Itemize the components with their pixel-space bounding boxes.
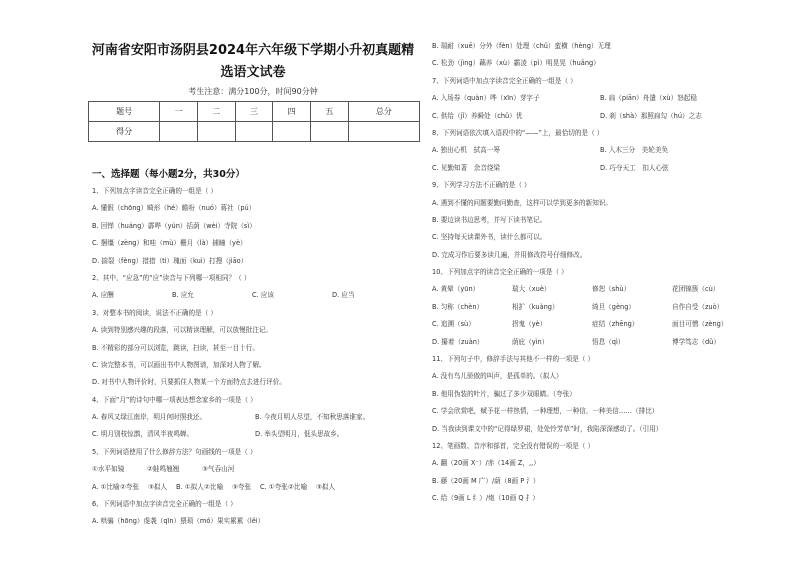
exam-notice: 考生注意：满分100分，时间90分钟 bbox=[188, 87, 318, 96]
question-option: B. 匀称（chèn） bbox=[432, 302, 484, 311]
question-text: A. 翻（20画 X⁻）/赤（14画 Z，,,） bbox=[432, 459, 540, 468]
question-option: 相扩（kuàng） bbox=[512, 302, 559, 311]
question-option: 荫庇（yìn） bbox=[512, 337, 549, 346]
question-line bbox=[92, 253, 422, 270]
question-line bbox=[432, 229, 772, 246]
question-text: 3、对整本书的阅读，说法不正确的是（ ） bbox=[92, 308, 217, 317]
question-line bbox=[432, 368, 772, 385]
question-text: D. 当我读到课文中的“记得绿罗裙，处处怜芳草”时，我陷深深感动了。（引用） bbox=[432, 424, 663, 433]
question-text: A. 没有鸟儿骄傲的叫声，是孤单的。（拟人） bbox=[432, 372, 563, 381]
question-text: 5、下列词语使用了什么修辞方法？句画线的一项是（ ） bbox=[92, 447, 257, 456]
question-text: C. 读完整本书，可以画出书中人物图谱，加深对人物了解。 bbox=[92, 360, 266, 369]
question-option: C. ①夸张 bbox=[260, 482, 288, 491]
question-line bbox=[92, 235, 422, 252]
question-line bbox=[432, 38, 772, 55]
question-option: A. 应酬 bbox=[92, 291, 114, 300]
question-line bbox=[432, 177, 772, 194]
question-line bbox=[92, 322, 422, 339]
question-line bbox=[92, 496, 422, 513]
question-text: A. 哄骗（hōng）虔袭（qīn）猥琐（mó）果实累累（lěi） bbox=[92, 517, 265, 526]
question-line bbox=[432, 195, 772, 212]
question-line bbox=[92, 374, 422, 391]
question-text: A. 遇到不懂的问题要勤问勤查，这样可以学到更多的新知识。 bbox=[432, 198, 613, 207]
question-option: ②比喻 bbox=[204, 482, 224, 491]
score-header-cell: 四 bbox=[273, 102, 311, 122]
question-text: D. 对书中人物评价时，只要抓住人物某一个方面特点去进行评价。 bbox=[92, 378, 286, 387]
question-text: B. 他用伪装的叶片，骗过了多少双眼睛。（夸张） bbox=[432, 389, 576, 398]
question-text: A. 懂假（chōng）畸形（hé）瞻吩（nuó）蒋社（pú） bbox=[92, 204, 256, 213]
question-line bbox=[92, 392, 422, 409]
question-option: D. 攥着（zuàn） bbox=[432, 337, 484, 346]
question-text: B. 回惮（huáng）霹哗（yún）括荫（wèi）寺院（sì） bbox=[92, 221, 256, 230]
question-line bbox=[432, 299, 772, 316]
question-line bbox=[432, 316, 772, 333]
question-option: 绮旦（gèng） bbox=[592, 302, 635, 311]
question-line bbox=[432, 55, 772, 72]
score-table-row bbox=[89, 122, 420, 142]
question-option: ②夸张 bbox=[120, 482, 140, 491]
question-option: ①水平如镜 bbox=[92, 465, 125, 474]
question-line bbox=[92, 287, 422, 304]
question-option: ③夸张 bbox=[232, 482, 252, 491]
question-option: ③气吞山河 bbox=[202, 465, 235, 474]
question-option: 花团锦簇（cù） bbox=[672, 285, 720, 294]
question-line bbox=[432, 90, 772, 107]
question-line bbox=[92, 444, 422, 461]
score-cell bbox=[235, 122, 273, 142]
question-option: 自作自受（zuò） bbox=[672, 302, 724, 311]
question-option: A. 黄晕（yūn） bbox=[432, 285, 480, 294]
question-line bbox=[92, 340, 422, 357]
question-option: C. 应该 bbox=[252, 291, 274, 300]
question-line bbox=[432, 403, 772, 420]
right-question-column bbox=[432, 38, 772, 508]
score-row-label: 得分 bbox=[89, 122, 160, 142]
question-text: B. 瑞耐（xuē）分外（fèn）处理（chǔ）蛮横（hèng）无理 bbox=[432, 42, 611, 50]
question-option: A. 春风又绿江南岸，明月何时照我还。 bbox=[92, 413, 207, 422]
question-line bbox=[432, 334, 772, 351]
question-line bbox=[92, 305, 422, 322]
question-option: ②蛙鸣翘翘 bbox=[147, 465, 180, 474]
question-option: 博学笃志（dǔ） bbox=[672, 337, 720, 346]
question-text: B. 藤（20画 M 广）/葫（8画 P 氵） bbox=[432, 476, 540, 485]
question-line bbox=[92, 270, 422, 287]
question-line bbox=[432, 212, 772, 229]
question-text: C. 学会欣赏吧，赋予花一样热情，一种理想，一种信，一种美信……（排比） bbox=[432, 407, 659, 416]
question-line bbox=[92, 426, 422, 443]
score-header-cell: 二 bbox=[197, 102, 235, 122]
question-line bbox=[92, 183, 422, 200]
question-option: C. 供给（jǐ）养瞬处（chǔ）优 bbox=[432, 111, 523, 120]
question-line bbox=[432, 73, 772, 90]
question-line bbox=[432, 386, 772, 403]
question-text: 7、下列词语中加点字读音完全正确的一组是（ ） bbox=[432, 76, 577, 85]
question-line bbox=[432, 421, 772, 438]
question-text: 2、其中，“应急”的“应”读音与下列哪一项相同？（ ） bbox=[92, 273, 251, 282]
question-text: B. 要边读书边思考，并写下读书笔记。 bbox=[432, 215, 547, 224]
question-line bbox=[92, 200, 422, 217]
score-table bbox=[88, 101, 420, 142]
question-line bbox=[92, 409, 422, 426]
question-option: 症结（zhēng） bbox=[592, 320, 639, 329]
question-line bbox=[432, 108, 772, 125]
question-line bbox=[432, 264, 772, 281]
question-text: 11、下列句子中，修辞手法与其他不一样的一项是（ ） bbox=[432, 355, 595, 364]
question-option: B. 扁（piān）舟遣（xù）怒起稳 bbox=[600, 94, 697, 103]
question-option: A. 独出心机 拭高一筹 bbox=[432, 146, 500, 155]
question-option: D. 刹（shà）那照扁勾（hú）之志 bbox=[600, 111, 702, 120]
score-cell bbox=[273, 122, 311, 142]
section-heading: 一、选择题（每小题2分，共30分） bbox=[92, 169, 245, 180]
question-text: 12、笔画数、音序和部首，完全没有错误的一项是（ ） bbox=[432, 441, 595, 450]
question-line bbox=[432, 351, 772, 368]
question-option: 面目可憎（zèng） bbox=[672, 320, 728, 329]
question-text: 8、下列词语依次填入语段中的“——”上，最恰切的是（ ） bbox=[432, 128, 604, 137]
question-option: B. 入木三分 美轮美奂 bbox=[600, 146, 669, 155]
question-text: 6、下列词语中加点字读音完全正确的一组是（ ） bbox=[92, 500, 237, 509]
question-option: B. 今夜月明人尽望，不知秋思落谁家。 bbox=[255, 413, 370, 422]
question-option: 瑞大（xuè） bbox=[512, 285, 551, 294]
question-option: D. 举头望明月，低头思故乡。 bbox=[255, 430, 344, 439]
question-line bbox=[432, 281, 772, 298]
question-text: D. 完成习作后要多读几遍，并用修改符号仔细修改。 bbox=[432, 250, 587, 259]
left-question-column bbox=[92, 183, 422, 531]
question-text: 10、下列加点字的读音完全正确的一项是（ ） bbox=[432, 268, 568, 277]
score-cell bbox=[348, 122, 419, 142]
question-option: D. 巧夺天工 扣人心弦 bbox=[600, 163, 669, 172]
score-table-header-row bbox=[89, 102, 420, 122]
question-option: ③拟人 bbox=[316, 482, 336, 491]
question-text: 9、下列学习方法不正确的是（ ） bbox=[432, 181, 531, 190]
question-line bbox=[92, 461, 422, 478]
question-text: 4、下面“月”的诗句中哪一项表达想念家乡的一项是（ ） bbox=[92, 395, 257, 404]
question-line bbox=[432, 125, 772, 142]
question-text: D. 揣裂（fèng）措措（ti）瑰面（kuì）打搜（jiāo） bbox=[92, 256, 248, 265]
question-line bbox=[432, 455, 772, 472]
question-option: A. 入场券（quàn）哗（xīn）芽字子 bbox=[432, 94, 540, 103]
score-header-cell: 五 bbox=[311, 102, 349, 122]
question-line bbox=[432, 473, 772, 490]
question-line bbox=[432, 142, 772, 159]
question-text: A. 读到特别感兴趣的段落，可以精读理解，可以放慢批注记。 bbox=[92, 326, 273, 335]
question-line bbox=[92, 479, 422, 496]
question-option: B. 应允 bbox=[172, 291, 194, 300]
question-text: C. 捆缰（zèng）和哇（mù）栅月（là）捕瞳（yè） bbox=[92, 239, 247, 248]
question-option: 修恕（shù） bbox=[592, 285, 631, 294]
question-text: C. 松劲（jìng）藕养（xù）霸凌（pì）明晃晃（huǎng） bbox=[432, 59, 600, 68]
score-header-cell: 一 bbox=[160, 102, 198, 122]
page-title: 河南省安阳市汤阴县2024年六年级下学期小升初真题精选语文试卷 bbox=[91, 43, 415, 80]
question-line bbox=[432, 247, 772, 264]
score-header-cell: 总分 bbox=[348, 102, 419, 122]
question-option: D. 应当 bbox=[332, 291, 355, 300]
score-header-cell: 题号 bbox=[89, 102, 160, 122]
question-text: 1、下列加点字读音完全正确的一组是（ ） bbox=[92, 187, 217, 195]
score-cell bbox=[160, 122, 198, 142]
question-text: B. 不精彩的部分可以浏览，跳读，扫读，甚至一目十行。 bbox=[92, 343, 259, 352]
question-option: A. ①比喻 bbox=[92, 482, 120, 491]
question-line bbox=[432, 438, 772, 455]
question-option: 悟息（qì） bbox=[592, 337, 625, 346]
question-line bbox=[432, 490, 772, 507]
score-cell bbox=[311, 122, 349, 142]
score-cell bbox=[197, 122, 235, 142]
question-option: B. ①拟人 bbox=[176, 482, 204, 491]
question-option: C. 见勤知著 余音绕梁 bbox=[432, 163, 501, 172]
question-line bbox=[92, 513, 422, 530]
question-text: C. 坚持每天读课外书，读什么都可以。 bbox=[432, 233, 547, 242]
question-option: 拐鬼（yè） bbox=[512, 320, 547, 329]
question-option: C. 明月别枝惊鹊，清风半夜鸣蝉。 bbox=[92, 430, 194, 439]
question-line bbox=[92, 218, 422, 235]
question-line bbox=[432, 160, 772, 177]
question-option: ②比喻 bbox=[288, 482, 308, 491]
question-option: C. 追溯（sù） bbox=[432, 320, 475, 329]
question-text: C. 给（9画 L 纟）/炮（10画 Q 扌） bbox=[432, 494, 539, 503]
question-option: ③拟人 bbox=[148, 482, 168, 491]
question-line bbox=[92, 357, 422, 374]
score-header-cell: 三 bbox=[235, 102, 273, 122]
